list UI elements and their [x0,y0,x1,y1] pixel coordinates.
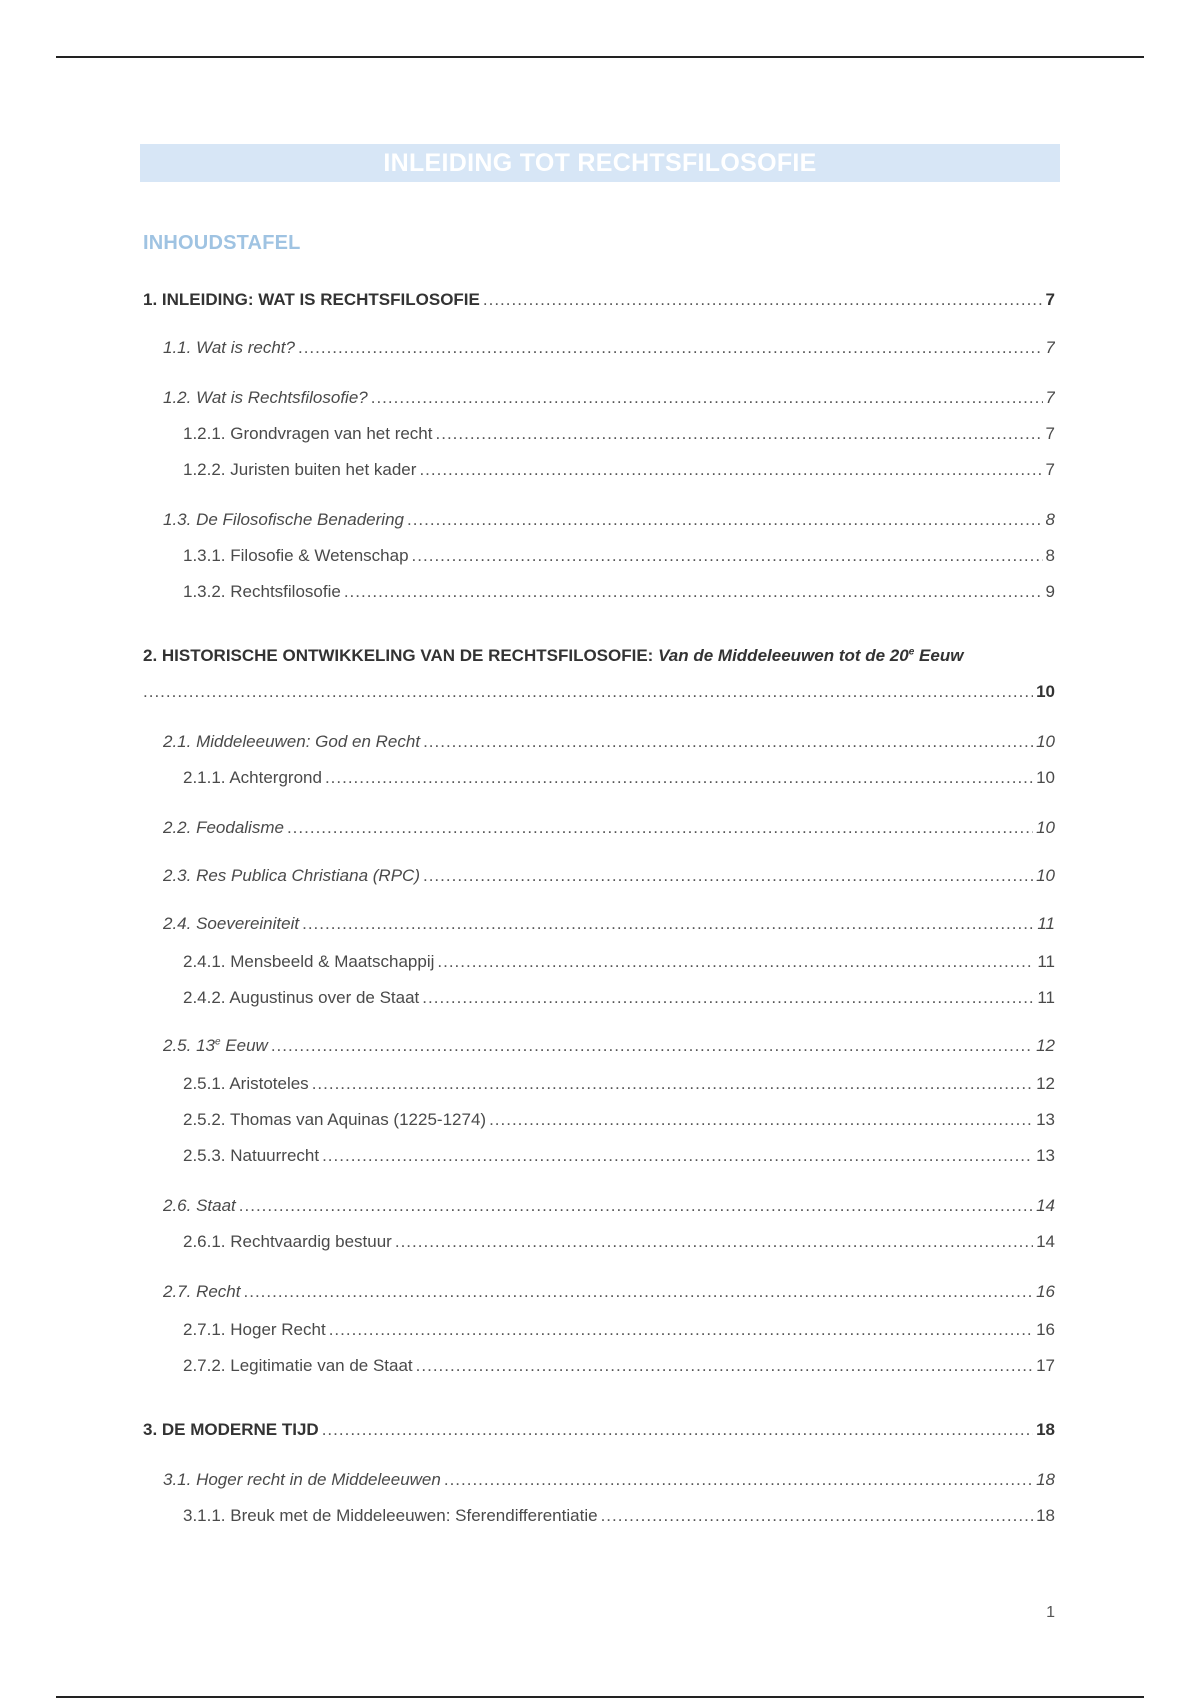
toc-entry-page: 7 [1045,388,1055,407]
toc-entry-1-1[interactable] [163,338,1055,358]
toc-entry-page: 7 [1045,424,1055,443]
toc-entry-page: 12 [1036,1074,1055,1093]
toc-leader-dots [344,582,1043,602]
toc-entry-2-1-1[interactable] [183,768,1055,788]
toc-entry-2-4-1[interactable] [183,952,1055,972]
toc-entry-page: 11 [1037,952,1055,971]
toc-entry-page: 7 [1045,290,1055,309]
toc-entry-page: 18 [1036,1470,1055,1489]
toc-entry-2-4-2[interactable] [183,988,1055,1008]
toc-leader-dots [244,1282,1034,1302]
toc-leader-dots [422,988,1034,1008]
toc-entry-subtitle-end: Eeuw [914,646,964,665]
toc-entry-title: 2. HISTORISCHE ONTWIKKELING VAN DE RECHTSFILOSOFIE: [143,646,654,665]
toc-leader-dots [419,460,1042,480]
toc-entry-title: 1.1. Wat is recht? [163,338,295,357]
toc-leader-dots [298,338,1043,358]
toc-entry-2-5-2[interactable] [183,1110,1055,1130]
toc-entry-page: 14 [1036,1232,1055,1251]
toc-entry-3-1-1[interactable] [183,1506,1055,1526]
toc-entry-page: 11 [1037,914,1055,933]
toc-leader-dots [412,546,1043,566]
toc-entry-title: 2.4.1. Mensbeeld & Maatschappij [183,952,435,971]
toc-entry-page: 16 [1036,1282,1055,1301]
toc-entry-title: 2.6.1. Rechtvaardig bestuur [183,1232,392,1251]
toc-entry-superscript: e [215,1036,221,1048]
toc-entry-title: 2.3. Res Publica Christiana (RPC) [163,866,420,885]
toc-entry-title: 2.1. Middeleeuwen: God en Recht [163,732,421,751]
toc-leader-dots [444,1470,1033,1490]
toc-entry-page: 7 [1045,338,1055,357]
toc-entry-1[interactable] [143,290,1055,310]
toc-entry-page: 12 [1036,1036,1055,1055]
toc-entry-title [163,1036,268,1056]
toc-entry-title-end: Eeuw [220,1036,268,1055]
toc-entry-page: 13 [1036,1146,1055,1165]
toc-entry-page: 10 [1036,732,1055,751]
toc-leader-dots [239,1196,1033,1216]
toc-entry-2-7[interactable] [163,1282,1055,1302]
toc-entry-2-5-1[interactable] [183,1074,1055,1094]
toc-entry-1-3[interactable] [163,510,1055,530]
toc-entry-page: 17 [1036,1356,1055,1375]
toc-entry-title: 2.4.2. Augustinus over de Staat [183,988,420,1007]
toc-entry-page: 11 [1037,988,1055,1007]
toc-leader-dots [436,424,1043,444]
toc-entry-2-5[interactable] [163,1036,1055,1056]
toc-entry-2-7-2[interactable] [183,1356,1055,1376]
toc-leader-dots [489,1110,1033,1130]
toc-entry-title: 1.2. Wat is Rechtsfilosofie? [163,388,368,407]
page-number: 1 [1046,1604,1055,1621]
toc-entry-page: 7 [1045,460,1055,479]
toc-entry-page: 9 [1045,582,1055,601]
toc-entry-title: 3.1.1. Breuk met de Middeleeuwen: Sferendifferentiatie [183,1506,598,1525]
toc-entry-page: 10 [1036,682,1055,701]
toc-entry-2-3[interactable] [163,866,1055,886]
toc-entry-title: 2.6. Staat [163,1196,236,1215]
toc-entry-2-4[interactable] [163,914,1055,934]
toc-leader-dots [143,682,1033,702]
document-title: INLEIDING TOT RECHTSFILOSOFIE [140,144,1060,182]
toc-entry-page: 8 [1045,546,1055,565]
toc-leader-dots [312,1074,1033,1094]
toc-leader-dots [371,388,1043,408]
toc-leader-dots [325,768,1033,788]
toc-entry-2-6[interactable] [163,1196,1055,1216]
toc-entry-1-3-1[interactable] [183,546,1055,566]
toc-entry-title: 2.7.2. Legitimatie van de Staat [183,1356,413,1375]
toc-leader-dots [322,1146,1033,1166]
toc-entry-superscript: e [908,646,915,658]
toc-entry-title: 2.4. Soevereiniteit [163,914,300,933]
toc-leader-dots [423,866,1033,886]
toc-entry-2-7-1[interactable] [183,1320,1055,1340]
toc-entry-2-6-1[interactable] [183,1232,1055,1252]
toc-entry-page: 10 [1036,818,1055,837]
toc-entry-title: 2.5.2. Thomas van Aquinas (1225-1274) [183,1110,487,1129]
toc-entry-title: 1.2.1. Grondvragen van het recht [183,424,433,443]
footer-rule [56,1696,1144,1698]
toc-entry-2[interactable] [143,682,1055,702]
toc-entry-3-1[interactable] [163,1470,1055,1490]
toc-entry-page: 10 [1036,866,1055,885]
toc-entry-title: 2.5.1. Aristoteles [183,1074,309,1093]
toc-entry-1-3-2[interactable] [183,582,1055,602]
toc-entry-1-2-2[interactable] [183,460,1055,480]
toc-entry-title: 3. DE MODERNE TIJD [143,1420,319,1439]
toc-entry-1-2-1[interactable] [183,424,1055,444]
toc-leader-dots [329,1320,1033,1340]
toc-entry-title: 1. INLEIDING: WAT IS RECHTSFILOSOFIE [143,290,480,309]
toc-entry-title: 1.3.1. Filosofie & Wetenschap [183,546,409,565]
toc-entry-title: 3.1. Hoger recht in de Middeleeuwen [163,1470,441,1489]
toc-entry-1-2[interactable] [163,388,1055,408]
toc-leader-dots [601,1506,1034,1526]
toc-entry-subtitle: Van de Middeleeuwen tot de 20 [658,646,909,665]
toc-entry-page: 14 [1036,1196,1055,1215]
toc-entry-page: 18 [1036,1506,1055,1525]
toc-entry-title: 2.2. Feodalisme [163,818,284,837]
toc-leader-dots [423,732,1033,752]
toc-entry-title: 2.7.1. Hoger Recht [183,1320,326,1339]
toc-entry-3[interactable] [143,1420,1055,1440]
toc-entry-title: 2.1.1. Achtergrond [183,768,322,787]
toc-entry-2-title[interactable] [143,646,1055,666]
toc-entry-2-5-3[interactable] [183,1146,1055,1166]
toc-entry-title: 1.2.2. Juristen buiten het kader [183,460,417,479]
toc-leader-dots [437,952,1034,972]
toc-entry-page: 8 [1045,510,1055,529]
toc-heading: INHOUDSTAFEL [143,232,301,254]
toc-entry-page: 13 [1036,1110,1055,1129]
toc-entry-page: 10 [1036,768,1055,787]
toc-entry-2-2[interactable] [163,818,1055,838]
toc-leader-dots [416,1356,1033,1376]
toc-entry-title: 1.3.2. Rechtsfilosofie [183,582,341,601]
toc-entry-title-start: 2.5. 13 [163,1036,215,1055]
toc-entry-title: 2.5.3. Natuurrecht [183,1146,320,1165]
toc-leader-dots [302,914,1034,934]
toc-entry-page: 16 [1036,1320,1055,1339]
toc-entry-title: 2.7. Recht [163,1282,241,1301]
toc-leader-dots [271,1036,1033,1056]
toc-leader-dots [483,290,1043,310]
toc-leader-dots [287,818,1033,838]
toc-leader-dots [322,1420,1033,1440]
toc-entry-2-1[interactable] [163,732,1055,752]
toc-entry-title: 1.3. De Filosofische Benadering [163,510,404,529]
toc-leader-dots [407,510,1043,530]
toc-entry-page: 18 [1036,1420,1055,1439]
toc-leader-dots [395,1232,1033,1252]
